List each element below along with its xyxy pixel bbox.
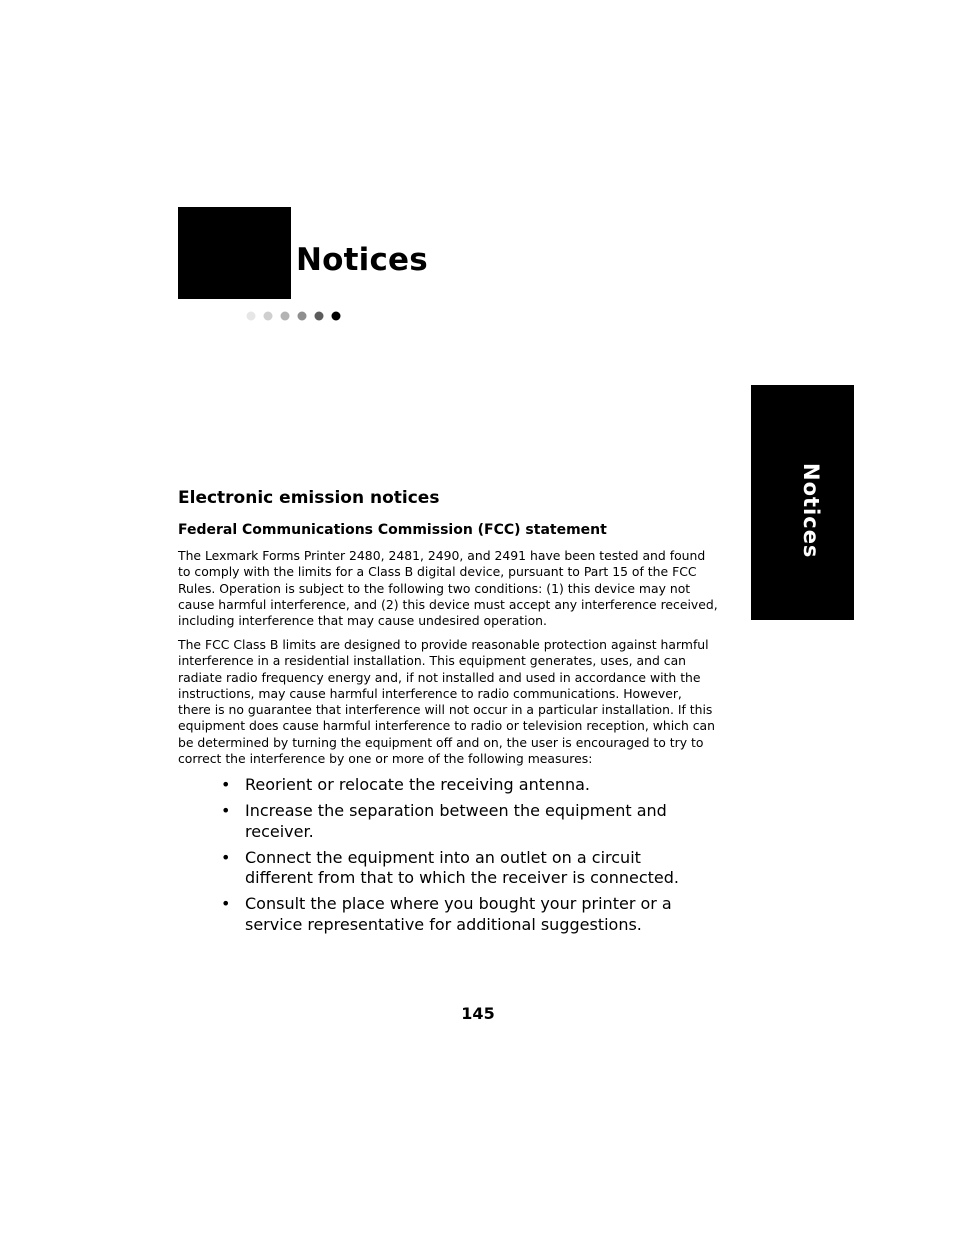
dot: [315, 312, 324, 321]
dot: [247, 312, 256, 321]
side-tab: [751, 385, 854, 620]
bullet-icon: •: [221, 894, 231, 913]
dot: [264, 312, 273, 321]
list-item: [218, 894, 698, 935]
section-heading: Electronic emission notices: [178, 488, 440, 508]
list-item: [218, 775, 698, 796]
paragraph: The FCC Class B limits are designed to provide reasonable protection against harmful interference in a residential installation. This equipment generates, uses, and can radiate radio frequency energy and, if not installed and used in accordance with the instructions, may cause harmful interference to radio communications. However, there is no guarantee that interference will not occur in a particular installation. If this equipment does cause harmful interference to radio or television reception, which can be determined by turning the equipment off and on, the user is encouraged to try to correct the interference by one or more of the following measures:: [178, 637, 715, 767]
paragraph: The Lexmark Forms Printer 2480, 2481, 2490, and 2491 have been tested and found to comply with the limits for a Class B digital device, pursuant to Part 15 of the FCC Rules. Operation is subject to the following two conditions: (1) this device may not cause harmful interference, and (2) this device must accept any interference received, including interference that may cause undesired operation.: [178, 548, 718, 629]
dot: [332, 312, 341, 321]
subsection-heading: Federal Communications Commission (FCC) statement: [178, 522, 607, 538]
list-item: [218, 801, 698, 842]
bullet-icon: •: [221, 801, 231, 820]
dot: [281, 312, 290, 321]
page-number: 145: [461, 1004, 495, 1023]
bullet-icon: •: [221, 847, 231, 867]
bullet-list: [218, 775, 698, 941]
side-tab-label: Notices: [799, 463, 823, 559]
bullet-icon: •: [221, 775, 231, 794]
page-title: Notices: [296, 242, 428, 278]
dot: [298, 312, 307, 321]
list-item-text: Increase the separation between the equipment and receiver.: [245, 801, 667, 841]
decorative-dot-row: [245, 310, 345, 322]
list-item-text: Consult the place where you bought your printer or a service representative for additional suggestions.: [245, 894, 672, 934]
chapter-title-block: [178, 207, 291, 299]
list-item: [218, 848, 698, 889]
list-item-text: Reorient or relocate the receiving antenna.: [245, 775, 590, 794]
list-item-text: Connect the equipment into an outlet on a circuit different from that to which the receiver is connected.: [245, 847, 679, 887]
